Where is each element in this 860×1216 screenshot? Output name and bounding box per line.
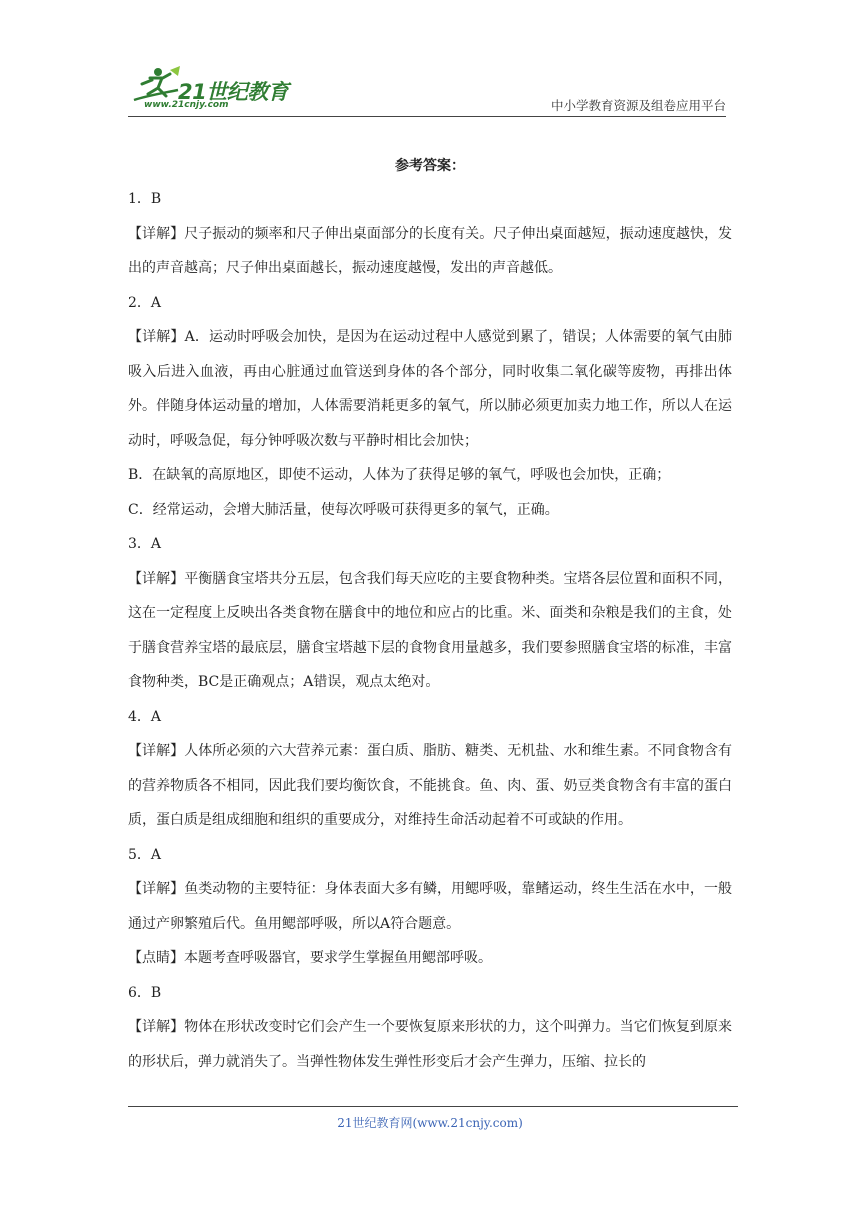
answer-paragraph [128,493,732,528]
answer-paragraph [128,1010,732,1079]
paragraph-text: C．经常运动，会增大肺活量，使每次呼吸可获得更多的氧气，正确。 [128,501,559,518]
paragraph-text: 本题考查呼吸器官，要求学生掌握鱼用鳃部呼吸。 [184,950,492,966]
answer-number: 1．B [128,191,162,207]
answer-paragraph [128,217,732,286]
paragraph-tag: 【详解】 [128,570,185,587]
paragraph-tag: 【点睛】 [128,950,184,966]
header-divider [128,116,726,117]
answer-number: 4．A [128,708,162,725]
answer-number: 3．A [128,536,162,552]
paragraph-text: 人体所必须的六大营养元素：蛋白质、脂肪、糖类、无机盐、水和维生素。不同食物含有的营养物质各不相同，因此我们要均衡饮食，不能挑食。鱼、肉、蛋、奶豆类食物含有丰富的蛋白质，蛋白质是组成细胞和组织的重要成分，对维持生命活动起着不可或缺的作用。 [128,743,733,828]
platform-text: 中小学教育资源及组卷应用平台 [550,98,726,113]
answer-number: 2．A [128,294,162,311]
paragraph-text: 物体在形状改变时它们会产生一个要恢复原来形状的力，这个叫弹力。当它们恢复到原来的形状后，弹力就消失了。当弹性物体发生弹性形变后才会产生弹力，压缩、拉长的 [128,1019,733,1070]
answer-paragraph [128,458,732,493]
paragraph-text: 鱼类动物的主要特征：身体表面大多有鳞，用鳃呼吸，靠鳍运动，终生生活在水中，一般通过产卵繁殖后代。鱼用鳃部呼吸，所以A符合题意。 [128,881,733,932]
answer-paragraph [128,320,732,458]
footer-divider [128,1106,738,1107]
answer-paragraph [128,562,732,700]
paragraph-tag: 【详解】 [128,743,185,759]
answer-content [128,150,732,1079]
logo-text: 21世纪教育 [178,80,289,104]
answer-number: 5．A [128,846,162,863]
paragraph-text: B．在缺氧的高原地区，即使不运动，人体为了获得足够的氧气，呼吸也会加快，正确； [128,467,671,483]
paragraph-text: A．运动时呼吸会加快，是因为在运动过程中人感觉到累了，错误；人体需要的氧气由肺吸入后进入血液，再由心脏通过血管送到身体的各个部分，同时收集二氧化碳等废物，再排出体外。伴随身体运动量的增加，人体需要消耗更多的氧气，所以肺必须更加卖力地工作，所以人在运动时，呼吸急促，每分钟呼吸次数与平静时相比会加快； [128,329,733,449]
paragraph-text: 尺子振动的频率和尺子伸出桌面部分的长度有关。尺子伸出桌面越短，振动速度越快，发出的声音越高；尺子伸出桌面越长，振动速度越慢，发出的声音越低。 [128,225,733,276]
paragraph-tag: 【详解】 [128,225,185,242]
answer-number: 6．B [128,984,162,1001]
paragraph-tag: 【详解】 [128,881,185,897]
answer-paragraph [128,734,732,838]
paragraph-tag: 【详解】 [128,329,185,345]
answer-paragraph [128,872,732,941]
site-logo [128,62,308,116]
page-title: 参考答案： [395,158,465,174]
answer-paragraph [128,941,732,976]
paragraph-tag: 【详解】 [128,1019,185,1035]
footer-text: 21世纪教育网(www.21cnjy.com) [337,1116,523,1130]
page-header [128,62,726,116]
logo-url: www.21cnjy.com [144,100,229,110]
paragraph-text: 平衡膳食宝塔共分五层，包含我们每天应吃的主要食物种类。宝塔各层位置和面积不同，这在一定程度上反映出各类食物在膳食中的地位和应占的比重。米、面类和杂粮是我们的主食，处于膳食营养宝塔的最底层，膳食宝塔越下层的食物食用量越多，我们要参照膳食宝塔的标准，丰富食物种类，BC是正确观点；A错误，观点太绝对。 [128,570,733,690]
